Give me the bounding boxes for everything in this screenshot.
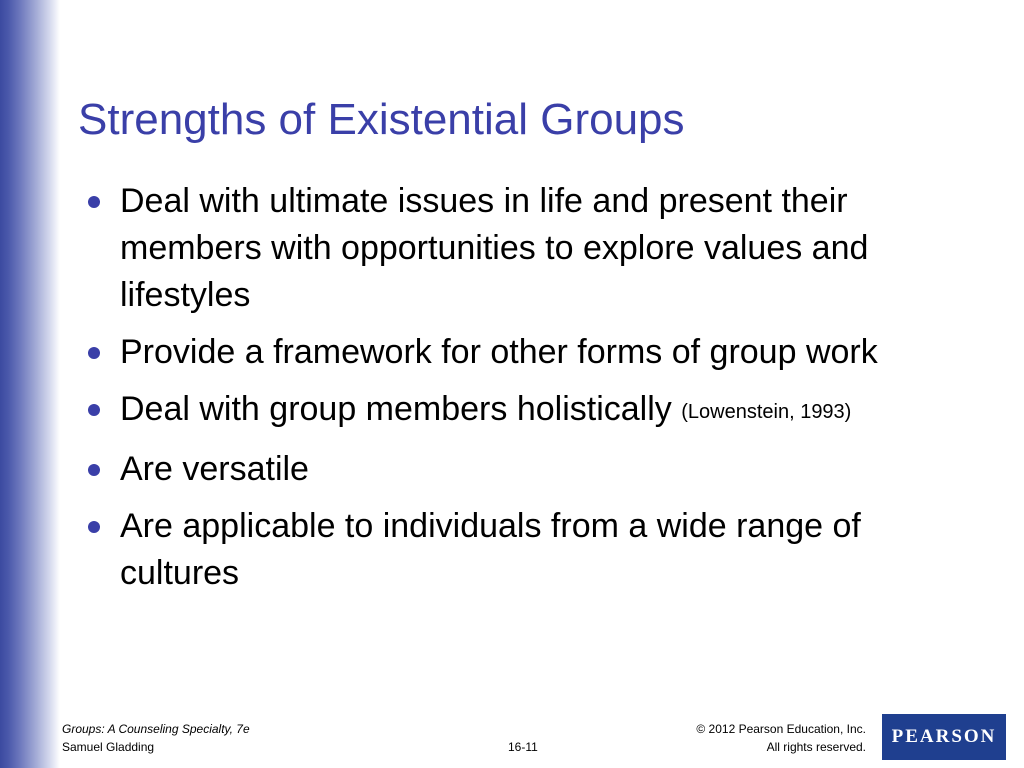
slide-title: Strengths of Existential Groups — [78, 95, 685, 144]
footer-book-info — [62, 720, 250, 756]
bullet-item — [84, 503, 964, 597]
bullet-item — [84, 386, 964, 436]
left-gradient-band — [0, 0, 60, 768]
bullet-text: Are versatile — [120, 450, 309, 488]
pearson-logo-text: PEARSON — [891, 726, 997, 747]
bullet-text: Deal with group members holistically — [120, 390, 672, 428]
bullet-dot-icon — [88, 347, 100, 359]
bullet-text: Are applicable to individuals from a wide range of cultures — [120, 507, 861, 592]
footer-copyright: © 2012 Pearson Education, Inc. — [696, 722, 866, 736]
footer-book-title: Groups: A Counseling Specialty, 7e — [62, 722, 250, 736]
footer-page-number: 16-11 — [508, 740, 538, 754]
bullet-item — [84, 329, 964, 376]
footer-rights: All rights reserved. — [766, 740, 866, 754]
bullet-dot-icon — [88, 404, 100, 416]
bullet-dot-icon — [88, 196, 100, 208]
bullet-dot-icon — [88, 521, 100, 533]
bullet-text: Provide a framework for other forms of group work — [120, 333, 878, 371]
footer-copyright-block — [696, 720, 866, 756]
bullet-list — [84, 178, 964, 607]
bullet-item — [84, 178, 964, 319]
bullet-item — [84, 446, 964, 493]
footer-author: Samuel Gladding — [62, 740, 155, 754]
bullet-text: Deal with ultimate issues in life and present their members with opportunities to explore values and lifestyles — [120, 182, 869, 314]
pearson-logo — [882, 714, 1006, 760]
citation: (Lowenstein, 1993) — [681, 401, 852, 423]
bullet-dot-icon — [88, 464, 100, 476]
